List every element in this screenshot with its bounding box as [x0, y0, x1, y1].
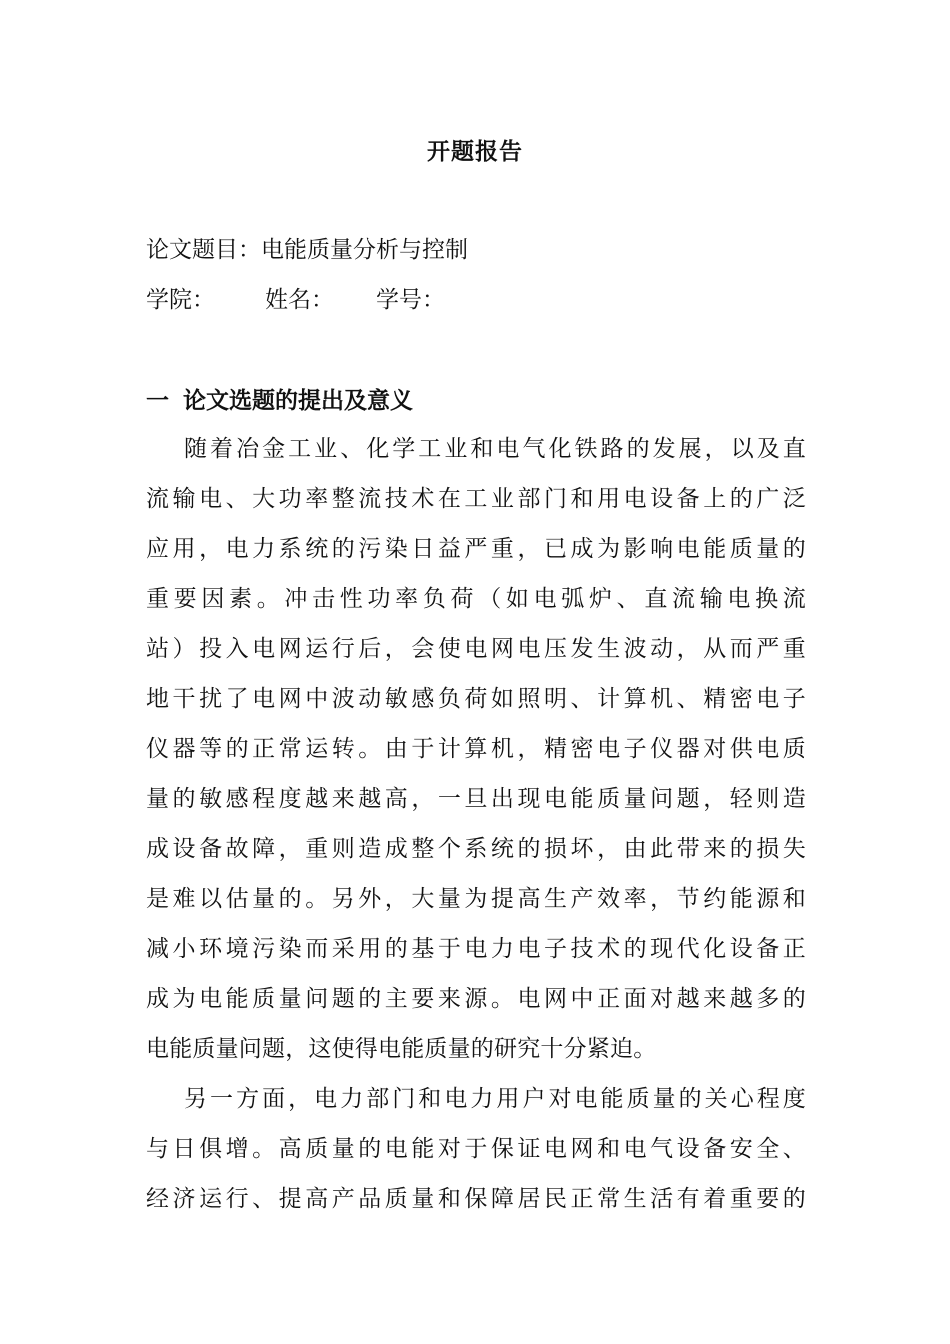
paragraph-line: 随着冶金工业、化学工业和电气化铁路的发展，以及直	[184, 436, 806, 462]
student-id-label: 学号：	[376, 287, 445, 313]
paragraph-line: 仪器等的正常运转。由于计算机，精密电子仪器对供电质	[146, 736, 806, 762]
paragraph-line: 流输电、大功率整流技术在工业部门和用电设备上的广泛	[146, 486, 806, 512]
name-label: 姓名：	[265, 287, 334, 313]
paragraph-line: 经济运行、提高产品质量和保障居民正常生活有着重要的	[146, 1186, 806, 1212]
section-title: 论文选题的提出及意义	[183, 387, 413, 414]
paragraph-line: 成为电能质量问题的主要来源。电网中正面对越来越多的	[146, 986, 806, 1012]
college-label: 学院：	[146, 287, 215, 313]
paragraph-line: 是难以估量的。另外，大量为提高生产效率，节约能源和	[146, 886, 806, 912]
paragraph-line: 减小环境污染而采用的基于电力电子技术的现代化设备正	[146, 936, 806, 962]
document-title: 开题报告	[427, 138, 523, 165]
paragraph-line: 量的敏感程度越来越高，一旦出现电能质量问题，轻则造	[146, 786, 806, 812]
paragraph-line: 站）投入电网运行后，会使电网电压发生波动，从而严重	[146, 636, 806, 662]
paragraph-2	[146, 1074, 806, 1224]
paragraph-line: 电能质量问题，这使得电能质量的研究十分紧迫。	[146, 1036, 657, 1062]
student-info-line	[146, 282, 445, 318]
thesis-topic-line: 论文题目：电能质量分析与控制	[146, 237, 468, 263]
paragraph-line: 地干扰了电网中波动敏感负荷如照明、计算机、精密电子	[146, 686, 806, 712]
paragraph-line: 成设备故障，重则造成整个系统的损坏，由此带来的损失	[146, 836, 806, 862]
paragraph-line: 另一方面，电力部门和电力用户对电能质量的关心程度	[184, 1086, 806, 1112]
section-number: 一	[146, 387, 169, 414]
paragraph-line: 应用，电力系统的污染日益严重，已成为影响电能质量的	[146, 536, 806, 562]
paragraph-line: 重要因素。冲击性功率负荷（如电弧炉、直流输电换流	[146, 586, 806, 612]
paragraph-1	[146, 424, 806, 1074]
section-heading	[146, 383, 413, 419]
paragraph-line: 与日俱增。高质量的电能对于保证电网和电气设备安全、	[146, 1136, 806, 1162]
